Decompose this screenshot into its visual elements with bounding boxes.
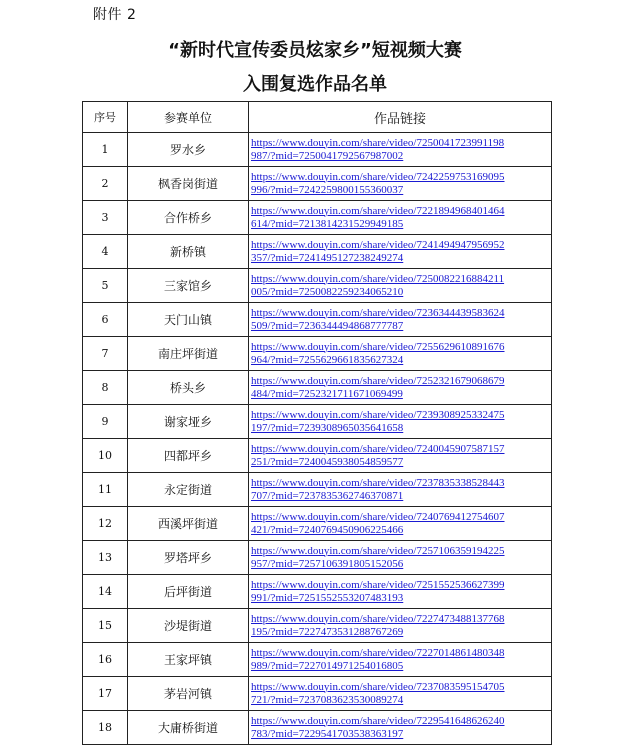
- row-number: 8: [83, 371, 128, 405]
- video-link-line1[interactable]: https://www.douyin.com/share/video/7227473488137768: [251, 612, 505, 625]
- table-row: [83, 541, 552, 575]
- row-number: 1: [83, 133, 128, 167]
- participant-unit: 合作桥乡: [128, 201, 249, 235]
- column-header-unit: 参赛单位: [128, 102, 249, 133]
- participant-unit: 天门山镇: [128, 303, 249, 337]
- table-row: [83, 609, 552, 643]
- participant-unit: 永定街道: [128, 473, 249, 507]
- participant-unit: 四都坪乡: [128, 439, 249, 473]
- table-row: [83, 677, 552, 711]
- document-subtitle: 入围复选作品名单: [243, 74, 387, 95]
- video-link-line1[interactable]: https://www.douyin.com/share/video/7237083595154705: [251, 680, 505, 693]
- table-row: [83, 201, 552, 235]
- table-row: [83, 405, 552, 439]
- row-number: 11: [83, 473, 128, 507]
- video-link-line2[interactable]: 005/?mid=7250082259234065210: [251, 285, 404, 298]
- video-link-line2[interactable]: 195/?mid=7227473531288767269: [251, 625, 404, 638]
- table-row: [83, 507, 552, 541]
- participant-unit: 桥头乡: [128, 371, 249, 405]
- video-link-line2[interactable]: 996/?mid=7242259800155360037: [251, 183, 404, 196]
- video-link[interactable]: [249, 201, 552, 235]
- participant-unit: 沙堤街道: [128, 609, 249, 643]
- video-link[interactable]: [249, 371, 552, 405]
- video-link[interactable]: [249, 541, 552, 575]
- video-link[interactable]: [249, 405, 552, 439]
- video-link-line1[interactable]: https://www.douyin.com/share/video/7255629610891676: [251, 340, 505, 353]
- row-number: 17: [83, 677, 128, 711]
- row-number: 7: [83, 337, 128, 371]
- row-number: 15: [83, 609, 128, 643]
- video-link-line1[interactable]: https://www.douyin.com/share/video/7257106359194225: [251, 544, 505, 557]
- video-link-line2[interactable]: 964/?mid=7255629661835627324: [251, 353, 404, 366]
- table-row: [83, 439, 552, 473]
- row-number: 9: [83, 405, 128, 439]
- video-link-line2[interactable]: 509/?mid=7236344494868777787: [251, 319, 404, 332]
- video-link[interactable]: [249, 337, 552, 371]
- video-link-line2[interactable]: 251/?mid=7240045938054859577: [251, 455, 404, 468]
- video-link-line2[interactable]: 421/?mid=7240769450906225466: [251, 523, 404, 536]
- nominee-table: [82, 101, 552, 745]
- table-row: [83, 371, 552, 405]
- video-link-line1[interactable]: https://www.douyin.com/share/video/7250041723991198: [251, 136, 505, 149]
- video-link-line2[interactable]: 989/?mid=7227014971254016805: [251, 659, 404, 672]
- participant-unit: 枫香岗街道: [128, 167, 249, 201]
- table-body: [83, 133, 552, 745]
- video-link-line2[interactable]: 987/?mid=7250041792567987002: [251, 149, 404, 162]
- video-link[interactable]: [249, 133, 552, 167]
- video-link[interactable]: [249, 167, 552, 201]
- table-row: [83, 643, 552, 677]
- attachment-label: 附件 2: [93, 7, 137, 23]
- table-row: [83, 303, 552, 337]
- video-link-line2[interactable]: 484/?mid=7252321711671069499: [251, 387, 403, 400]
- row-number: 6: [83, 303, 128, 337]
- video-link[interactable]: [249, 269, 552, 303]
- row-number: 4: [83, 235, 128, 269]
- row-number: 14: [83, 575, 128, 609]
- video-link[interactable]: [249, 609, 552, 643]
- row-number: 12: [83, 507, 128, 541]
- video-link-line2[interactable]: 707/?mid=7237835362746370871: [251, 489, 404, 502]
- video-link-line1[interactable]: https://www.douyin.com/share/video/7229541648626240: [251, 714, 505, 727]
- video-link[interactable]: [249, 303, 552, 337]
- table-row: [83, 473, 552, 507]
- table-row: [83, 235, 552, 269]
- participant-unit: 三家馆乡: [128, 269, 249, 303]
- table-row: [83, 133, 552, 167]
- participant-unit: 谢家垭乡: [128, 405, 249, 439]
- row-number: 10: [83, 439, 128, 473]
- table-row: [83, 269, 552, 303]
- video-link-line1[interactable]: https://www.douyin.com/share/video/7240769412754607: [251, 510, 505, 523]
- video-link-line1[interactable]: https://www.douyin.com/share/video/7237835338528443: [251, 476, 505, 489]
- video-link[interactable]: [249, 507, 552, 541]
- video-link-line2[interactable]: 957/?mid=7257106391805152056: [251, 557, 404, 570]
- row-number: 3: [83, 201, 128, 235]
- table-row: [83, 337, 552, 371]
- video-link-line1[interactable]: https://www.douyin.com/share/video/7251552536627399: [251, 578, 505, 591]
- video-link-line1[interactable]: https://www.douyin.com/share/video/7236344439583624: [251, 306, 505, 319]
- participant-unit: 新桥镇: [128, 235, 249, 269]
- video-link-line2[interactable]: 197/?mid=7239308965035641658: [251, 421, 404, 434]
- video-link[interactable]: [249, 235, 552, 269]
- video-link[interactable]: [249, 575, 552, 609]
- video-link-line1[interactable]: https://www.douyin.com/share/video/7252321679068679: [251, 374, 505, 387]
- video-link[interactable]: [249, 711, 552, 745]
- video-link-line1[interactable]: https://www.douyin.com/share/video/7239308925332475: [251, 408, 505, 421]
- row-number: 18: [83, 711, 128, 745]
- video-link-line1[interactable]: https://www.douyin.com/share/video/7221894968401464: [251, 204, 505, 217]
- video-link[interactable]: [249, 643, 552, 677]
- table-header-row: [83, 102, 552, 133]
- row-number: 5: [83, 269, 128, 303]
- video-link-line1[interactable]: https://www.douyin.com/share/video/7240045907587157: [251, 442, 505, 455]
- participant-unit: 罗塔坪乡: [128, 541, 249, 575]
- participant-unit: 王家坪镇: [128, 643, 249, 677]
- participant-unit: 茅岩河镇: [128, 677, 249, 711]
- participant-unit: 后坪街道: [128, 575, 249, 609]
- column-header-link: 作品链接: [249, 102, 552, 133]
- row-number: 13: [83, 541, 128, 575]
- participant-unit: 南庄坪街道: [128, 337, 249, 371]
- table-row: [83, 711, 552, 745]
- video-link-line1[interactable]: https://www.douyin.com/share/video/7241494947956952: [251, 238, 505, 251]
- participant-unit: 西溪坪街道: [128, 507, 249, 541]
- column-header-no: 序号: [83, 102, 128, 133]
- row-number: 2: [83, 167, 128, 201]
- video-link[interactable]: [249, 439, 552, 473]
- video-link-line2[interactable]: 991/?mid=7251552553207483193: [251, 591, 404, 604]
- video-link[interactable]: [249, 677, 552, 711]
- video-link-line2[interactable]: 357/?mid=7241495127238249274: [251, 251, 404, 264]
- video-link-line1[interactable]: https://www.douyin.com/share/video/7250082216884211: [251, 272, 505, 285]
- row-number: 16: [83, 643, 128, 677]
- video-link-line2[interactable]: 783/?mid=7229541703538363197: [251, 727, 404, 740]
- video-link-line2[interactable]: 614/?mid=7213814231529949185: [251, 217, 404, 230]
- participant-unit: 大庸桥街道: [128, 711, 249, 745]
- video-link-line2[interactable]: 721/?mid=7237083623530089274: [251, 693, 404, 706]
- table-row: [83, 167, 552, 201]
- participant-unit: 罗水乡: [128, 133, 249, 167]
- video-link[interactable]: [249, 473, 552, 507]
- document-title: “新时代宣传委员炫家乡”短视频大赛: [168, 40, 462, 61]
- table-row: [83, 575, 552, 609]
- video-link-line1[interactable]: https://www.douyin.com/share/video/7227014861480348: [251, 646, 505, 659]
- video-link-line1[interactable]: https://www.douyin.com/share/video/7242259753169095: [251, 170, 505, 183]
